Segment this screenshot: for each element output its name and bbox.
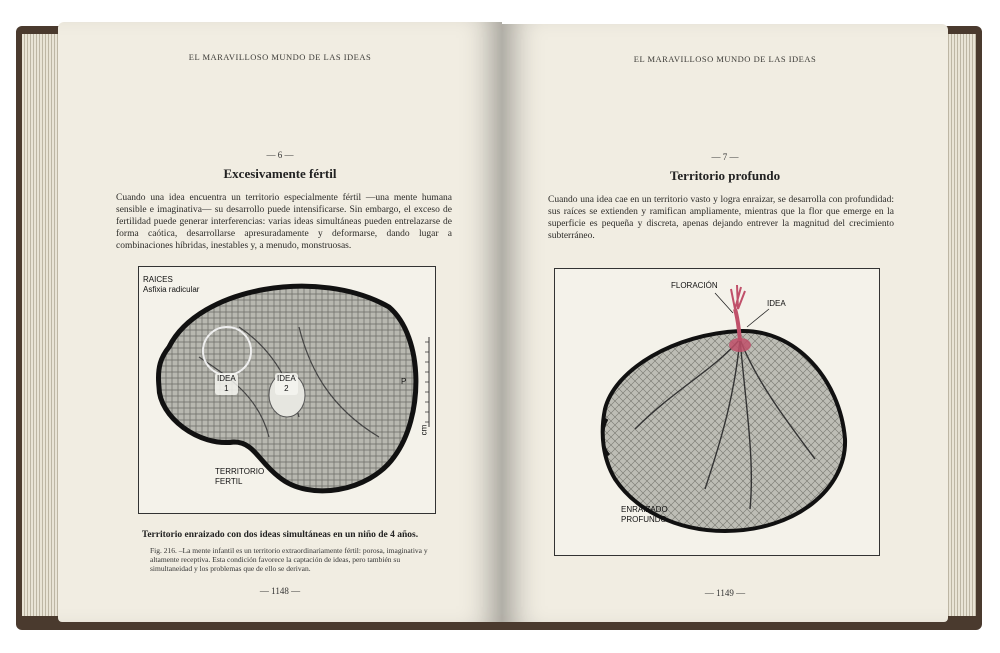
idea-label: IDEA — [767, 299, 786, 308]
p-label: P — [401, 377, 407, 386]
left-page — [58, 22, 502, 622]
idea-2-label — [275, 373, 298, 395]
chapter-number: — 7 — — [711, 152, 739, 162]
roots-label-subtitle: Asfixia radicular — [143, 285, 200, 294]
right-page — [502, 24, 948, 622]
fertile-territory-label: TERRITORIO FERTIL — [215, 467, 265, 486]
body-paragraph: Cuando una idea cae en un territorio vasto y logra enraizar, se desarrolla con profundidad: sus raíces se extienden y ramifican ampliamente, mientras que la flor que emerge en la superficie es pequeña y discreta, apenas dejando entrever la magnitud del crecimiento subterráneo. — [548, 195, 894, 241]
brain-section-figure — [138, 266, 436, 514]
caption-title: Territorio enraizado con dos ideas simultáneas en un niño de 4 años. — [141, 530, 419, 540]
cm-label: cm — [419, 424, 429, 436]
idea-1-label — [215, 373, 238, 395]
page-edges-left — [22, 34, 62, 616]
idea-2-word: IDEA — [277, 374, 296, 383]
deep-roots-illustration — [555, 269, 879, 555]
body-paragraph: Cuando una idea encuentra un territorio especialmente fértil —una mente humana sensible e imaginativa— su desarrollo puede intensificarse. Sin embargo, el exceso de fertilidad puede generar interferencias: varias ideas simultáneas pueden entrelazarse de forma caótica, desarrollarse apresuradamente y deformarse, dando lugar a combinaciones híbridas, inestables y, a menudo, monstruosas. — [116, 193, 452, 251]
running-head: EL MARAVILLOSO MUNDO DE LAS IDEAS — [188, 52, 372, 62]
idea-2-number: 2 — [284, 384, 289, 393]
chapter-number: — 6 — — [266, 150, 294, 160]
chapter-title: Territorio profundo — [669, 168, 781, 183]
chapter-title: Excesivamente fértil — [223, 166, 337, 181]
deep-roots-figure — [554, 268, 880, 556]
running-head: EL MARAVILLOSO MUNDO DE LAS IDEAS — [633, 54, 817, 64]
figure-caption: Fig. 216. –La mente infantil es un territorio extraordinariamente fértil: porosa, imaginativa y altamente receptiva. Esta condición favorece la captación de ideas, pero también su simultaneidad y los problemas que de ello se derivan. — [150, 546, 428, 573]
roots-label — [143, 275, 199, 295]
deep-rooting-label: ENRAIZADO PROFUNDO — [621, 505, 668, 524]
idea-1-word: IDEA — [217, 374, 236, 383]
page-number: — 1148 — — [259, 586, 301, 596]
flowering-label: FLORACIÓN — [671, 281, 718, 290]
page-number: — 1149 — — [704, 588, 746, 598]
roots-label-title: RAICES — [143, 275, 173, 284]
idea-1-number: 1 — [224, 384, 229, 393]
